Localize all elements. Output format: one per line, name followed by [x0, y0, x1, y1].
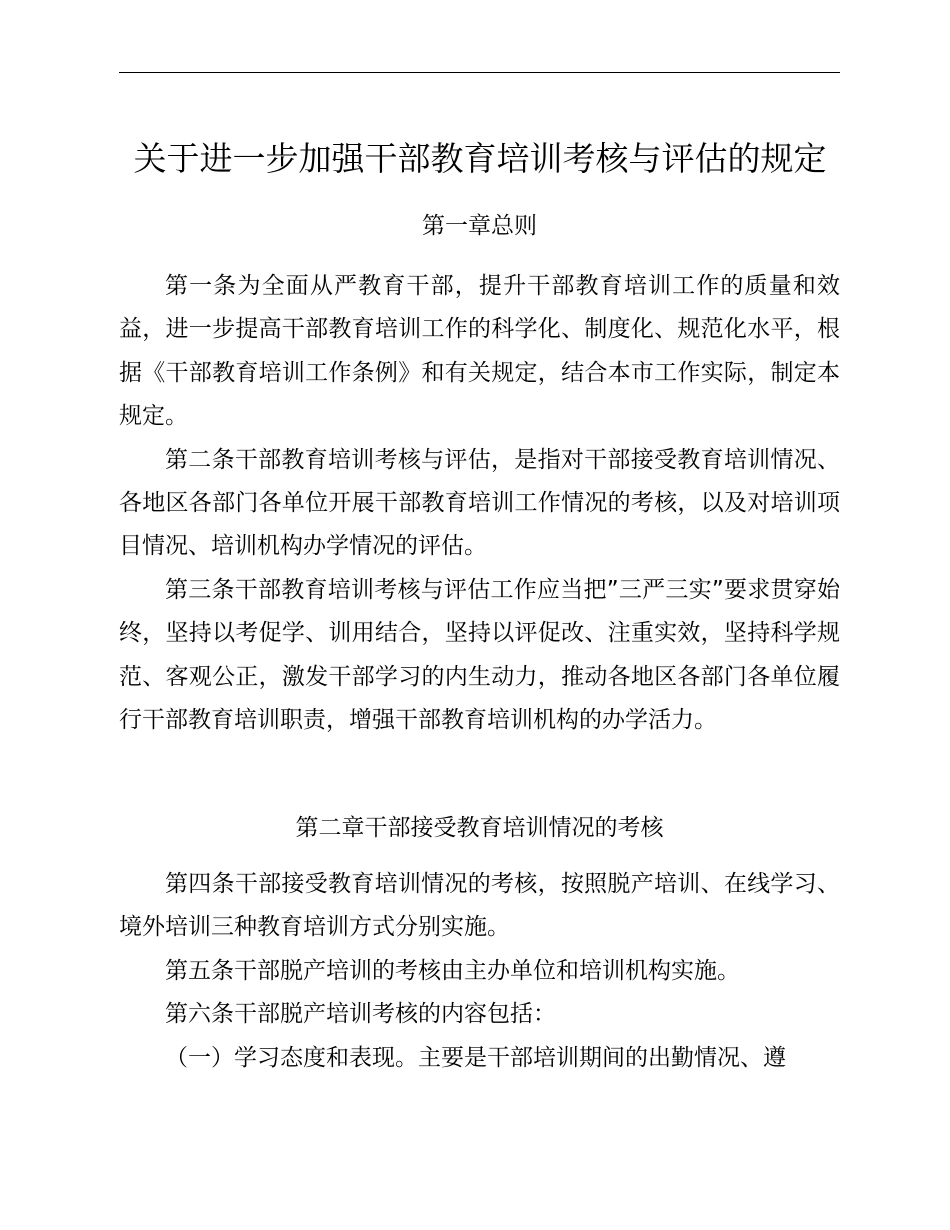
chapter-heading: 第一章总则: [422, 213, 537, 239]
article-paragraph: 第一条为全面从严教育干部，提升干部教育培训工作的质量和效益，进一步提高干部教育培训工作的科学化、制度化、规范化水平，根据《干部教育培训工作条例》和有关规定，结合本市工作实际，制定本规定。: [119, 273, 840, 430]
article-paragraph: 第四条干部接受教育培训情况的考核，按照脱产培训、在线学习、境外培训三种教育培训方式分别实施。: [119, 871, 840, 941]
article-paragraph: 第六条干部脱产培训考核的内容包括：: [165, 1001, 556, 1028]
article-paragraph: 第五条干部脱产培训的考核由主办单位和培训机构实施。: [165, 957, 740, 984]
header-rule: [119, 72, 840, 73]
article-paragraph: （一）学习态度和表现。主要是干部培训期间的出勤情况、遵: [165, 1044, 786, 1071]
chapter-heading: 第二章干部接受教育培训情况的考核: [295, 815, 664, 841]
article-paragraph: 第三条干部教育培训考核与评估工作应当把”三严三实”要求贯穿始终，坚持以考促学、训用结合，坚持以评促改、注重实效，坚持科学规范、客观公正，激发干部学习的内生动力，推动各地区各部门各单位履行干部教育培训职责，增强干部教育培训机构的办学活力。: [119, 576, 840, 734]
chapter-body: [119, 265, 840, 742]
document-title: 关于进一步加强干部教育培训考核与评估的规定: [133, 139, 827, 178]
chapter-body: [119, 863, 840, 1080]
article-paragraph: 第二条干部教育培训考核与评估，是指对干部接受教育培训情况、各地区各部门各单位开展干部教育培训工作情况的考核，以及对培训项目情况、培训机构办学情况的评估。: [119, 446, 840, 560]
